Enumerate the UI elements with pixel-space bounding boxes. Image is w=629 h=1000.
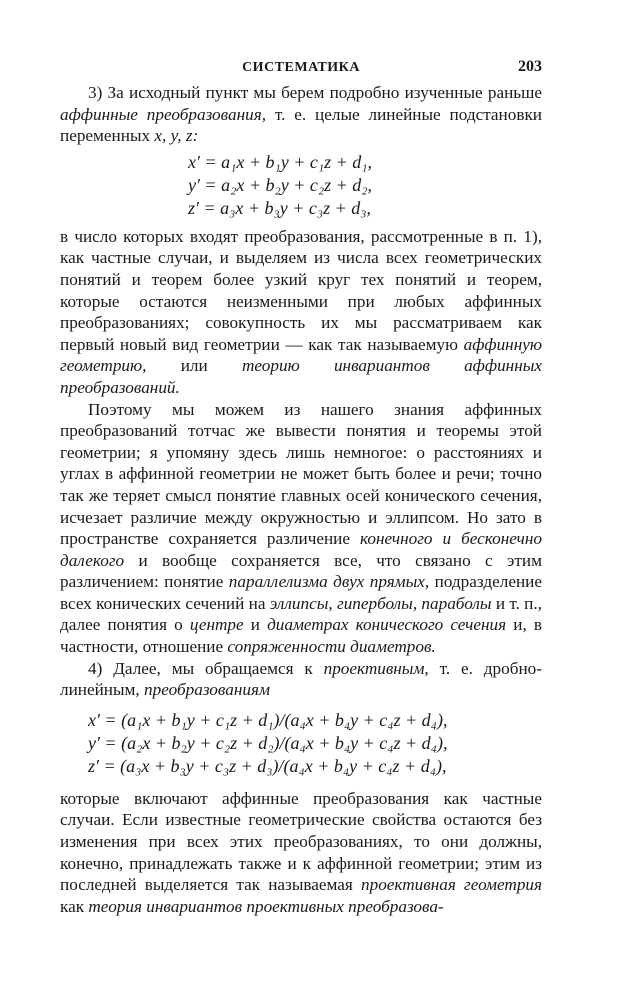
projective-formula-y: y′ = (a₂x + b₂y + c₂z + d₂)/(a₄x + b₄y + c₄z + d₄), xyxy=(88,732,448,753)
affine-formula-y: y′ = a₂x + b₂y + c₂z + d₂, xyxy=(188,174,373,195)
text-run: и, в частности, отношение xyxy=(60,615,542,657)
emphasis-finite-infinite: конечного и бесконечно далекого xyxy=(60,529,542,570)
text-run: и xyxy=(243,615,268,635)
text-run: или xyxy=(146,356,242,376)
page-number: 203 xyxy=(518,58,542,75)
emphasis-diameters: диаметрах конического сечения xyxy=(267,615,507,635)
affine-formula-block xyxy=(60,151,542,220)
emphasis-projective-invariants: теория инвариантов проективных преобразова- xyxy=(88,896,444,916)
text-run: и вообще сохраняется все, что связано с этим различением: понятие xyxy=(60,550,542,592)
affine-formula-x: x′ = a₁x + b₁y + c₁z + d₁, xyxy=(188,151,373,172)
paragraph-projective-geometry xyxy=(60,788,542,918)
emphasis-parallelism: параллелизма двух прямых, xyxy=(228,572,430,592)
text-run: и т. п., далее понятия о xyxy=(60,593,542,635)
emphasis-projective-geometry: проективная геометрия xyxy=(361,875,542,895)
emphasis-affine-geometry: аффинную геометрию, xyxy=(60,334,542,376)
emphasis-center: центре xyxy=(189,615,244,635)
text-run: т. е. целые линейные подстановки переменных xyxy=(60,104,543,146)
text-run: подразделение всех конических сечений на xyxy=(60,572,542,613)
paragraph-affine-consequences xyxy=(60,399,542,658)
projective-formula-z: z′ = (a₃x + b₃y + c₃z + d₃)/(a₄x + b₄y + c₄z + d₄), xyxy=(88,755,447,776)
paragraph-affine-geometry xyxy=(60,226,542,399)
projective-formula-x: x′ = (a₁x + b₁y + c₁z + d₁)/(a₄x + b₄y + c₄z + d₄), xyxy=(88,709,448,730)
text-run: т. е. дробно-линейным, xyxy=(60,658,542,700)
emphasis-variables: x, y, z: xyxy=(154,126,199,146)
text-run: 3) За исходный пункт мы берем подробно изученные раньше xyxy=(88,83,542,102)
text-run: 4) Далее, мы обращаемся к xyxy=(88,658,324,678)
emphasis-affine-transformations: аффинные преобразования, xyxy=(60,104,266,124)
text-run: которые включают аффинные преобразования как частные случаи. Если известные геометрические свойства остаются без изменения при всех этих преобразованиях, то они должны, конечно, принадлежать также и к аффинной геометрии; этим из последней выделяется так называемая xyxy=(60,788,542,895)
text-run: как xyxy=(60,896,89,916)
emphasis-transformations: преобразованиям xyxy=(144,680,270,700)
paragraph-projective-intro xyxy=(60,658,542,701)
emphasis-affine-invariants: теорию инвариантов аффинных преобразований. xyxy=(60,356,542,397)
text-run: Поэтому мы можем из нашего знания аффинных преобразований тотчас же вывести понятия и теоремы этой геометрии; я упомяну здесь лишь немногое: о расстояниях и углах в аффинной геометрии не может быть более и речи; точно так же теряет смысл понятие главных осей конического сечения, исчезает различие между окружностью и эллипсом. Но зато в пространстве сохраняется различение xyxy=(60,399,542,549)
affine-formula-z: z′ = a₃x + b₃y + c₃z + d₃, xyxy=(188,197,372,218)
emphasis-conjugate-diameters: сопряженности диаметров. xyxy=(227,637,436,657)
book-page xyxy=(60,56,542,917)
text-run: в число которых входят преобразования, рассмотренные в п. 1), как частные случаи, и выделяем из числа всех геометрических понятий и теорем более узкий круг тех понятий и теорем, которые остаются неизменными при любых аффинных преобразованиях; совокупность их мы рассматриваем как первый новый вид геометрии — как так называемую xyxy=(60,226,542,354)
projective-formula-block xyxy=(60,709,542,778)
page-header xyxy=(60,56,542,82)
paragraph-affine-intro xyxy=(60,82,542,147)
emphasis-conic-types: эллипсы, гиперболы, параболы xyxy=(269,593,492,613)
running-title: СИСТЕМАТИКА xyxy=(242,60,360,75)
emphasis-projective: проективным, xyxy=(323,658,429,678)
